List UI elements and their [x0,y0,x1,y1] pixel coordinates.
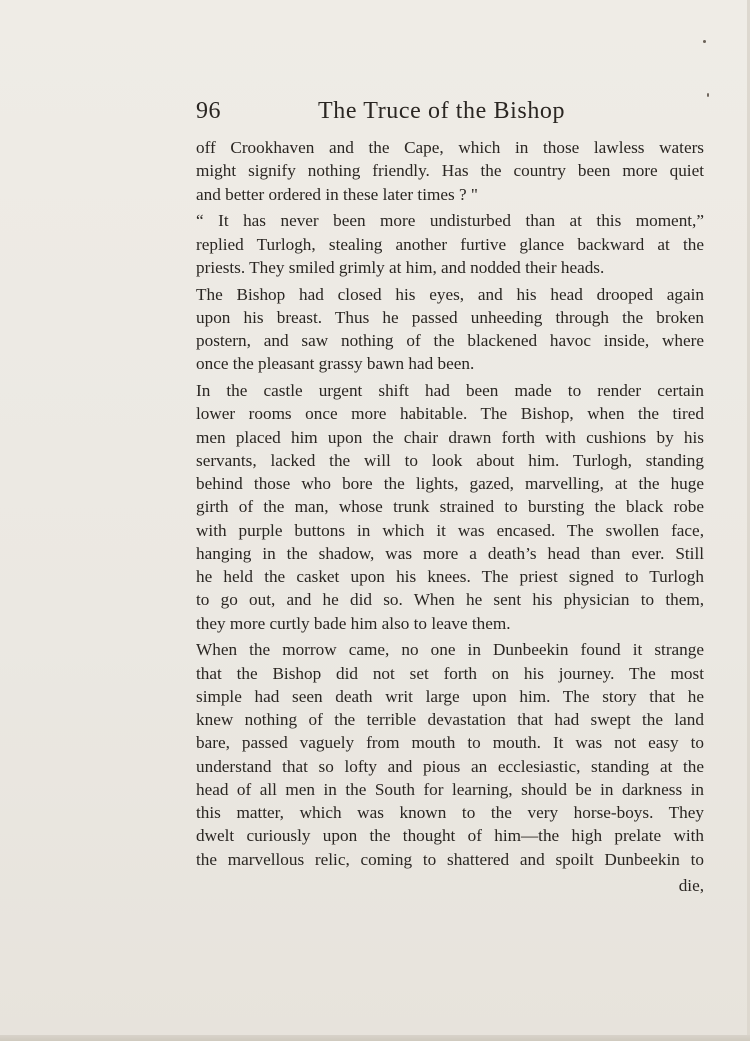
text-line: that the Bishop did not set forth on his journey. The most [196,663,704,683]
text-line: understand that so lofty and pious an ecclesiastic, standing at the [196,756,704,776]
text-line: men placed him upon the chair drawn forth with cushions by his [196,427,704,447]
paper-speck [703,40,706,43]
text-line: and better ordered in these later times ? " [196,184,478,204]
text-line: knew nothing of the terrible devastation that had swept the land [196,710,704,729]
text-line: he held the casket upon his knees. The priest signed to Turlogh [196,567,704,586]
paragraph [196,209,704,279]
body-text [196,136,704,898]
text-line: with purple buttons in which it was encased. The swollen face, [196,520,704,540]
text-line: once the pleasant grassy bawn had been. [196,354,475,374]
text-line: might signify nothing friendly. Has the country been more quiet [196,161,704,181]
text-line: to go out, and he did so. When he sent his physician to them, [196,590,704,610]
text-line: servants, lacked the will to look about him. Turlogh, standing [196,450,704,470]
text-line: head of all men in the South for learning, should be in darkness in [196,779,704,799]
paragraph [196,379,704,635]
text-line: lower rooms once more habitable. The Bishop, when the tired [196,404,704,424]
text-line: girth of the man, whose trunk strained to bursting the black robe [196,497,704,517]
catchword: die, [678,876,704,896]
page-number: 96 [196,98,221,124]
text-line: they more curtly bade him also to leave them. [196,613,511,633]
text-line: The Bishop had closed his eyes, and his head drooped again [196,284,704,304]
text-line: dwelt curiously upon the thought of him—the high prelate with [196,826,704,846]
text-line: replied Turlogh, stealing another furtive glance backward at the [196,234,704,254]
text-line: hanging in the shadow, was more a death’s head than ever. Still [196,543,704,563]
text-line: priests. They smiled grimly at him, and nodded their heads. [196,257,605,277]
paragraph [196,136,704,206]
text-line: simple had seen death writ large upon him. The story that he [196,686,704,706]
text-line: bare, passed vaguely from mouth to mouth. It was not easy to [196,733,704,753]
page-edge [0,1035,750,1041]
running-header [196,98,704,132]
paragraph [196,283,704,376]
text-line: behind those who bore the lights, gazed, marvelling, at the huge [196,474,704,493]
text-line: the marvellous relic, coming to shattered and spoilt Dunbeekin to [196,849,704,869]
text-line: When the morrow came, no one in Dunbeekin found it strange [196,640,704,660]
running-title: The Truce of the Bishop [318,98,566,124]
text-line: off Crookhaven and the Cape, which in those lawless waters [196,138,704,157]
text-line: In the castle urgent shift had been made to render certain [196,381,704,400]
paragraph [196,638,704,871]
text-line: postern, and saw nothing of the blackened havoc inside, where [196,331,704,350]
paper-speck [707,93,709,97]
text-line: upon his breast. Thus he passed unheeding through the broken [196,307,704,327]
text-line: this matter, which was known to the very horse-boys. They [196,803,704,822]
text-line: “ It has never been more undisturbed than at this moment,” [196,211,704,231]
